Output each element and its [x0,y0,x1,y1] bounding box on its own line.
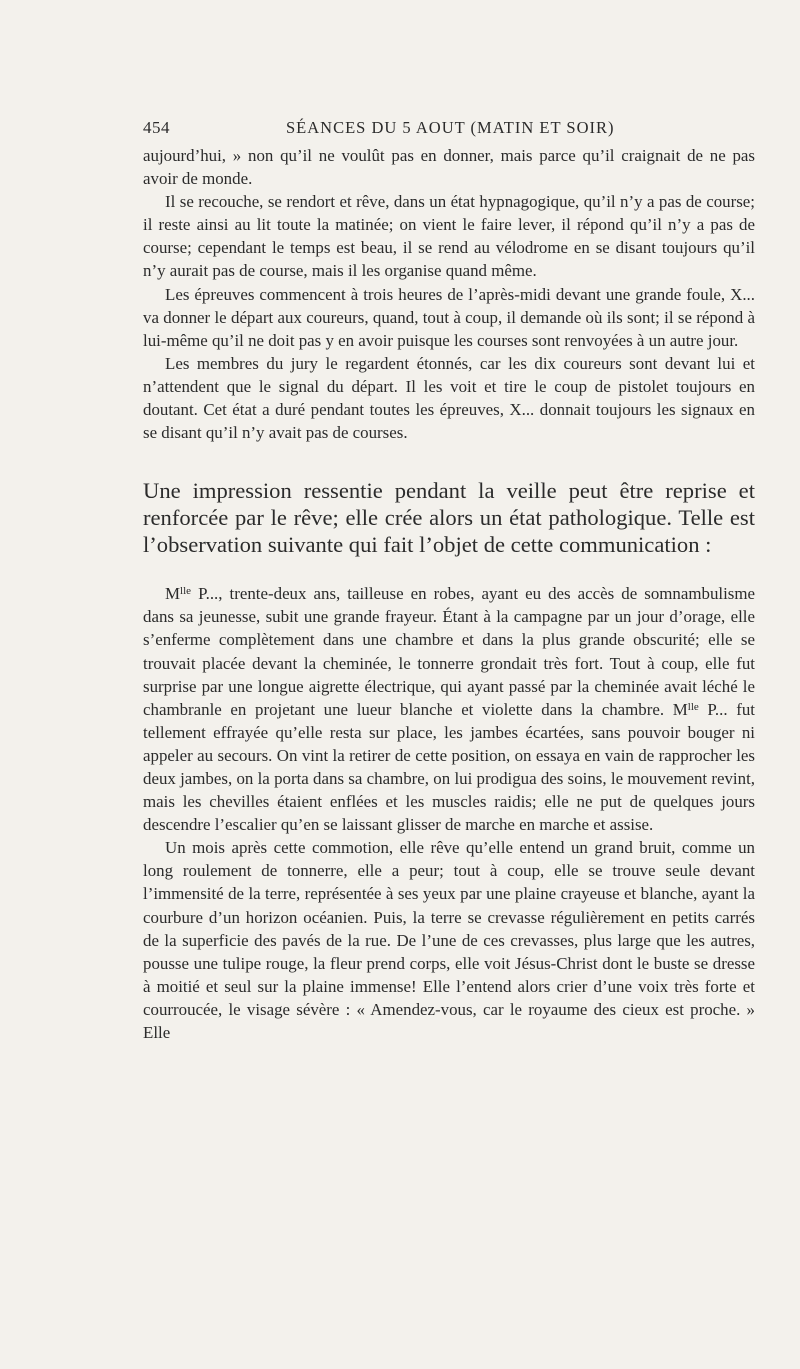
book-page [143,118,755,1044]
observation-paragraph-2: Un mois après cette commotion, elle rêve qu’elle entend un grand bruit, comme un long roulement de tonnerre, elle a peur; tout à coup, elle se trouve seule devant l’immensité de la terre, représentée à ses yeux par une plaine crayeuse et blanche, ayant la courbure d’un horizon océanien. Puis, la terre se crevasse régulièrement en petits carrés de la superficie des pavés de la rue. De l’une de ces crevasses, plus large que les autres, pousse une tulipe rouge, la fleur prend corps, elle voit Jésus-Christ dont le buste se dresse à moitié et seul sur la plaine immense! Elle l’entend alors crier d’une voix très forte et courroucée, le visage sévère : « Amendez-vous, car le royaume des cieux est proche. » Elle [143,838,755,1042]
title-prefix: M [165,584,181,604]
running-title: SÉANCES DU 5 AOUT (MATIN ET SOIR) [286,118,615,137]
paragraph-recouche: Il se recouche, se rendort et rêve, dans un état hypnagogique, qu’il n’y a pas de course; il reste ainsi au lit toute la matinée; on vient le faire lever, il répond qu’il n’y a pas de course; cependant le temps est beau, il se rend au vélodrome en se disant toujours qu’il n’y aurait pas de course, mais il les organise quand même. [143,192,755,281]
paragraph-jury: Les membres du jury le regardent étonnés, car les dix coureurs sont devant lui et n’attendent que le signal du départ. Il les voit et tire le coup de pistolet toujours en doutant. Cet état a duré pendant toutes les épreuves, X... donnait toujours les signaux en se disant qu’il n’y avait pas de courses. [143,353,755,443]
title-superscript: lle [180,585,192,598]
observation-text-a: P..., trente-deux ans, tailleuse en robes, ayant eu des accès de somnambulisme dans sa jeunesse, subit une grande frayeur. Étant à la campagne par un jour d’orage, elle s’enferme complètement dans une chambre et dans la plus grande obscurité; elle se trouvait placée devant la cheminée, le tonnerre grondait très fort. Tout à coup, elle fut surprise par une longue aigrette électrique, qui ayant passé par la cheminée avait léché le chambranle en projetant une lueur blanche et violette dans la chambre. M [143,584,755,719]
title-superscript-2: lle [687,700,699,713]
running-header [143,118,755,144]
paragraph-epreuves: Les épreuves commencent à trois heures de l’après-midi devant une grande foule, X... va donner le départ aux coureurs, quand, tout à coup, il demande où ils sont; il se répond à lui-même qu’il ne doit pas y en avoir puisque les courses sont renvoyées à un autre jour. [143,284,755,350]
observation-paragraph-1 [143,582,755,836]
intro-statement: Une impression ressentie pendant la veille peut être reprise et renforcée par le rêve; elle crée alors un état pathologique. Telle est l’observation suivante qui fait l’objet de cette communication : [143,478,755,558]
observation-text-b: P... fut tellement effrayée qu’elle resta sur place, les jambes écartées, sans pouvoir bouger ni appeler au secours. On vint la retirer de cette position, on essaya en vain de rapprocher les deux jambes, on la porta dans sa chambre, on lui prodigua des soins, le mouvement revint, mais les chevilles étaient enflées et les muscles raidis; elle ne put de quelques jours descendre l’escalier qu’en se laissant glisser de marche en marche et assise. [143,699,755,835]
paragraph-continued: aujourd’hui, » non qu’il ne voulût pas en donner, mais parce qu’il craignait de ne pas avoir de monde. [143,146,755,189]
page-number: 454 [143,118,170,137]
